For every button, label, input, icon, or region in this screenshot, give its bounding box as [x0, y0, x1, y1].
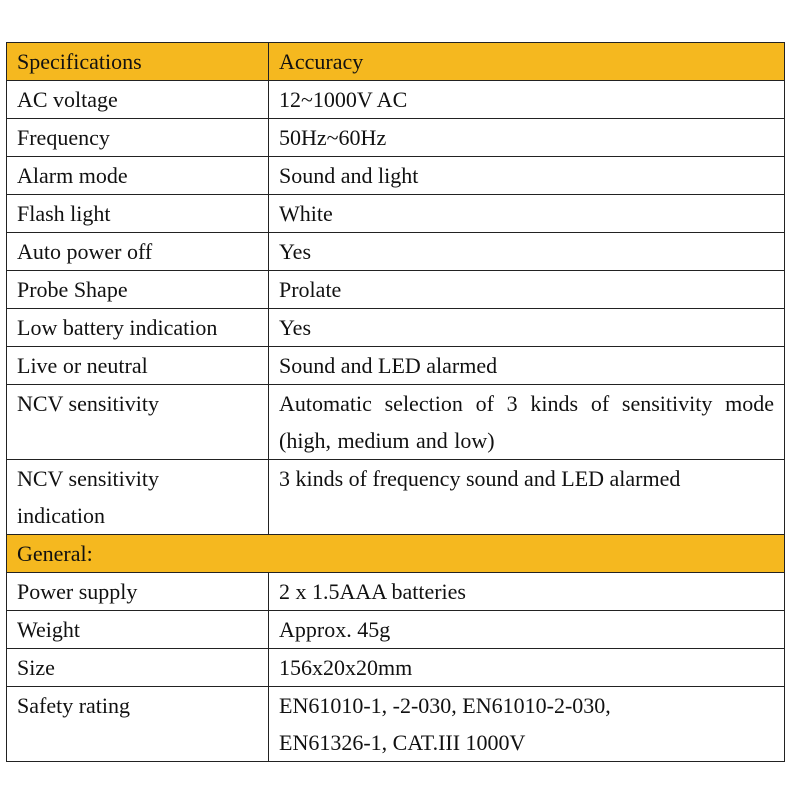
table-row: [7, 687, 785, 762]
table-row: [7, 233, 785, 271]
spec-value: 2 x 1.5AAA batteries: [269, 573, 785, 611]
table-row: [7, 347, 785, 385]
spec-label: Alarm mode: [7, 157, 269, 195]
spec-value: 50Hz~60Hz: [269, 119, 785, 157]
header-specifications: Specifications: [7, 43, 269, 81]
table-row: [7, 649, 785, 687]
spec-label: NCV sensitivity indication: [7, 460, 269, 535]
spec-label: Size: [7, 649, 269, 687]
table-row: [7, 460, 785, 535]
spec-value: Sound and light: [269, 157, 785, 195]
spec-value: White: [269, 195, 785, 233]
table-row: [7, 271, 785, 309]
spec-label: Low battery indication: [7, 309, 269, 347]
header-accuracy: Accuracy: [269, 43, 785, 81]
table-row: [7, 119, 785, 157]
specifications-table: [6, 42, 785, 762]
table-row: [7, 81, 785, 119]
spec-value: Yes: [269, 233, 785, 271]
spec-label: Safety rating: [7, 687, 269, 762]
spec-value: 3 kinds of frequency sound and LED alarmed: [269, 460, 785, 535]
table-header-row: [7, 43, 785, 81]
spec-value: Approx. 45g: [269, 611, 785, 649]
general-section-row: [7, 535, 785, 573]
table-row: [7, 157, 785, 195]
spec-value: 12~1000V AC: [269, 81, 785, 119]
spec-label: Live or neutral: [7, 347, 269, 385]
table-row: [7, 573, 785, 611]
spec-value: Prolate: [269, 271, 785, 309]
spec-label: Auto power off: [7, 233, 269, 271]
spec-value: EN61010-1, -2-030, EN61010-2-030, EN61326-1, CAT.III 1000V: [269, 687, 785, 762]
spec-value: Sound and LED alarmed: [269, 347, 785, 385]
spec-label: AC voltage: [7, 81, 269, 119]
spec-value: Yes: [269, 309, 785, 347]
spec-label: Frequency: [7, 119, 269, 157]
spec-value: 156x20x20mm: [269, 649, 785, 687]
spec-label: Power supply: [7, 573, 269, 611]
table-row: [7, 385, 785, 460]
table-row: [7, 195, 785, 233]
table-row: [7, 611, 785, 649]
spec-label: Probe Shape: [7, 271, 269, 309]
spec-value: Automatic selection of 3 kinds of sensitivity mode (high, medium and low): [269, 385, 785, 460]
spec-label: Flash light: [7, 195, 269, 233]
spec-label: NCV sensitivity: [7, 385, 269, 460]
general-section-title: General:: [7, 535, 785, 573]
table-row: [7, 309, 785, 347]
spec-label: Weight: [7, 611, 269, 649]
